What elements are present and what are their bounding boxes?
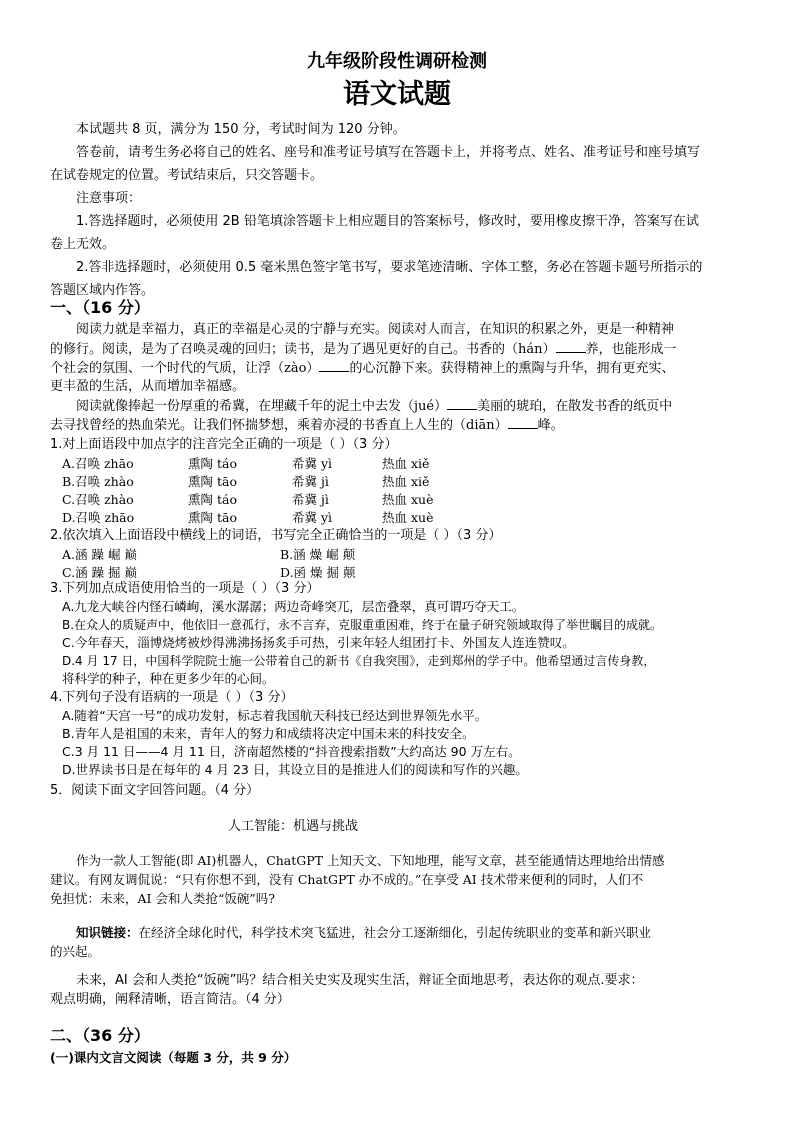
fill-blank bbox=[556, 340, 586, 353]
q3-option-a: A.九龙大峡谷内怪石嶙峋，溪水潺潺；两边奇峰突兀，层峦叠翠，真可谓巧夺天工。 bbox=[62, 599, 525, 614]
passage-line: 个社会的氛围、一个时代的气质，让浮（zào） 的心沉静下来。获得精神上的熏陶与升华，拥有更充实、 bbox=[50, 361, 675, 376]
task-line: 未来，AI 会和人类抢“饭碗”吗？结合相关史实及现实生活，辩证全面地思考，表达你的观点.要求： bbox=[76, 973, 644, 988]
q2-option-d: D.函 燥 掘 颠 bbox=[280, 565, 356, 580]
passage-line: 去寻找曾经的热血荣光。让我们怀揣梦想，乘着亦浸的书香直上人生的（diān） 峰。 bbox=[50, 418, 564, 433]
q3-option-b: B.在众人的质疑声中，他依旧一意孤行，永不言弃，克服重重困难，终于在量子研究领域取得了举世瞩目的成就。 bbox=[62, 618, 663, 632]
task-line: 观点明确，阐释清晰，语言简洁。（4 分） bbox=[50, 992, 290, 1007]
section-heading: 二、（36 分） bbox=[50, 1026, 150, 1045]
question-stem: 5．阅读下面文字回答问题。（4 分） bbox=[50, 783, 260, 798]
article-line: 作为一款人工智能(即 AI)机器人，ChatGPT 上知天文、下知地理，能写文章，甚至能通情达理地给出情感 bbox=[76, 853, 665, 868]
notice-item: 卷上无效。 bbox=[50, 237, 116, 252]
notice-item: 1.答选择题时，必须使用 2B 铅笔填涂答题卡上相应题目的答案标号，修改时，要用橡皮擦干净，答案写在试 bbox=[76, 214, 699, 229]
article-title: 人工智能：机遇与挑战 bbox=[228, 819, 359, 834]
fill-blank bbox=[319, 359, 349, 372]
passage-line: 阅读力就是幸福力，真正的幸福是心灵的宁静与充实。阅读对人而言，在知识的积累之外，更是一种精神 bbox=[76, 322, 675, 337]
q4-option-b: B.青年人是祖国的未来，青年人的努力和成绩将决定中国未来的科技安全。 bbox=[62, 726, 475, 741]
exam-title: 语文试题 bbox=[343, 79, 451, 110]
question-stem: 1.对上面语段中加点字的注音完全正确的一项是（ ）（3 分） bbox=[50, 437, 398, 452]
notice-item: 答题区域内作答。 bbox=[50, 283, 155, 298]
exam-subtitle: 九年级阶段性调研检测 bbox=[307, 51, 487, 72]
question-stem: 2.依次填入上面语段中横线上的词语，书写完全正确恰当的一项是（ ）（3 分） bbox=[50, 528, 502, 543]
intro-line: 答卷前，请考生务必将自己的姓名、座号和准考证号填写在答题卡上，并将考点、姓名、准考证号和座号填写 bbox=[76, 145, 701, 160]
knowledge-link-cont: 的兴起。 bbox=[50, 944, 101, 959]
notice-item: 2.答非选择题时，必须使用 0.5 毫米黑色签字笔书写，要求笔迹清晰、字体工整，务必在答题卡题号所指示的 bbox=[76, 260, 703, 275]
passage-line: 阅读就像捧起一份厚重的希冀，在埋藏千年的泥土中去发（jué） 美丽的琥珀，在散发书香的纸页中 bbox=[76, 399, 673, 414]
article-line: 免担忧：未来，AI 会和人类抢“饭碗”吗? bbox=[50, 891, 275, 906]
intro-line: 本试题共 8 页，满分为 150 分，考试时间为 120 分钟。 bbox=[76, 122, 406, 137]
fill-blank bbox=[447, 397, 477, 410]
question-stem: 4.下列句子没有语病的一项是（ ）（3 分） bbox=[50, 690, 294, 705]
passage-line: 的修行。阅读，是为了召唤灵魂的回归；读书，是为了遇见更好的自己。书香的（hán） 养，也能形成一 bbox=[50, 342, 677, 357]
section-heading: 一、（16 分） bbox=[50, 298, 150, 317]
exam-page: 九年级阶段性调研检测 语文试题 本试题共 8 页，满分为 150 分，考试时间为 120 分钟。 答卷前，请考生务必将自己的姓名、座号和准考证号填写在答题卡上，并将考点、姓名、准考证号和座号填写 在试卷规定的位置。考试结束后，只交答题卡。 注意事项： 1.答选择题时，必须使用 2B 铅笔填涂答题卡上相应题目的答案标号，修改时，要用橡皮擦干净，答案写在试 卷上无效。 2.答非选择题时，必须使用 0.5 毫米黑色签字笔书写，要求笔迹清晰、字体工整，务必在答题卡题号所指示的 答题区域内作答。 一、（16 分） 阅读力就是幸福力，真正的幸福是心灵的宁静与充实。阅读对人而言，在知识的积累之外，更是一种精神 的修行。阅读，是为了召唤灵魂的回归；读书，是为了遇见更好的自己。书香的（hán） 养，也能形成一 个社会的氛围、一个时代的气质，让浮（zào） 的心沉静下来。获得精神上的熏陶与升华，拥有更充实、 更丰盈的生活，从而增加幸福感。 阅读就像捧起一份厚重的希冀，在埋藏千年的泥土中去发（jué） 美丽的琥珀，在散发书香的纸页中 去寻找曾经的热血荣光。让我们怀揣梦想，乘着亦浸的书香直上人生的（diān） 峰。 1.对上面语段中加点字的注音完全正确的一项是（ ）（3 分） A.召唤 zhāo 熏陶 táo 希冀 yì 热血 xiě B.召唤 zhào 熏陶 tāo 希冀 jì 热血 xiě C.召唤 zhào 熏陶 táo 希冀 jì 热血 xuè D.召唤 zhāo 熏陶 tāo 希冀 yì 热血 xuè 2.依次填入上面语段中横线上的词语，书写完全正确恰当的一项是（ ）（3 分） A.涵 躁 崛 巅 B.涵 燥 崛 颠 C.涵 躁 掘 巅 D.函 燥 掘 颠 3.下列加点成语使用恰当的一项是（ ）（3 分） A.九龙大峡谷内怪石嶙峋，溪水潺潺；两边奇峰突兀，层峦叠翠，真可谓巧夺天工。 B.在众人的质疑声中，他依旧一意孤行，永不言弃，克服重重困难，终于在量子研究领域取得了举世瞩目的成就。 C.今年春天，淄博烧烤被炒得沸沸扬扬炙手可热，引来年轻人组团打卡、外国友人连连赞叹。 D.4 月 17 日，中国科学院院士施一公带着自己的新书《自我突围》，走到郑州的学子中。他希望通过言传身教， 将科学的种子，种在更多少年的心间。 4.下列句子没有语病的一项是（ ）（3 分） A.随着“天宫一号”的成功发射，标志着我国航天科技已经达到世界领先水平。 B.青年人是祖国的未来，青年人的努力和成绩将决定中国未来的科技安全。 C.3 月 11 日——4 月 11 日，济南超然楼的“抖音搜索指数”大约高达 90 万左右。 D.世界读书日是在每年的 4 月 23 日，其设立目的是推进人们的阅读和写作的兴趣。 5．阅读下面文字回答问题。（4 分） 人工智能：机遇与挑战 作为一款人工智能(即 AI)机器人，ChatGPT 上知天文、下知地理，能写文章，甚至能通情达理地给出情感 建议。有网友调侃说：“只有你想不到，没有 ChatGPT 办不成的。”在享受 AI 技术带来便利的同时，人们不 免担忧：未来，AI 会和人类抢“饭碗”吗? 知识链接：在经济全球化时代，科学技术突飞猛进，社会分工逐渐细化，引起传统职业的变革和新兴职业 的兴起。 未来，AI 会和人类抢“饭碗”吗？结合相关史实及现实生活，辩证全面地思考，表达你的观点.要求： 观点明确，阐释清晰，语言简洁。（4 分） 二、（36 分） (一)课内文言文阅读（每题 3 分，共 9 分） bbox=[0, 0, 794, 1123]
notice-heading: 注意事项： bbox=[76, 191, 142, 206]
q2-option-b: B.涵 燥 崛 颠 bbox=[280, 547, 356, 562]
subsection-heading: (一)课内文言文阅读（每题 3 分，共 9 分） bbox=[50, 1050, 297, 1065]
q4-option-d: D.世界读书日是在每年的 4 月 23 日，其设立目的是推进人们的阅读和写作的兴趣。 bbox=[62, 762, 528, 777]
q3-option-d: D.4 月 17 日，中国科学院院士施一公带着自己的新书《自我突围》，走到郑州的学子中。他希望通过言传身教， bbox=[62, 654, 656, 668]
article-line: 建议。有网友调侃说：“只有你想不到，没有 ChatGPT 办不成的。”在享受 AI 技术带来便利的同时，人们不 bbox=[50, 872, 644, 887]
fill-blank bbox=[508, 416, 538, 429]
q3-option-c: C.今年春天，淄博烧烤被炒得沸沸扬扬炙手可热，引来年轻人组团打卡、外国友人连连赞叹。 bbox=[62, 635, 575, 650]
question-stem: 3.下列加点成语使用恰当的一项是（ ）（3 分） bbox=[50, 581, 320, 596]
q2-option-c: C.涵 躁 掘 巅 bbox=[62, 565, 138, 580]
q3-option-d-cont: 将科学的种子，种在更多少年的心间。 bbox=[62, 671, 275, 686]
intro-line: 在试卷规定的位置。考试结束后，只交答题卡。 bbox=[50, 168, 324, 183]
passage-line: 更丰盈的生活，从而增加幸福感。 bbox=[50, 379, 246, 394]
q4-option-c: C.3 月 11 日——4 月 11 日，济南超然楼的“抖音搜索指数”大约高达 90 万左右。 bbox=[62, 744, 521, 759]
q2-option-a: A.涵 躁 崛 巅 bbox=[62, 547, 137, 562]
q4-option-a: A.随着“天宫一号”的成功发射，标志着我国航天科技已经达到世界领先水平。 bbox=[62, 708, 488, 723]
knowledge-link: 知识链接：在经济全球化时代，科学技术突飞猛进，社会分工逐渐细化，引起传统职业的变革和新兴职业 bbox=[76, 925, 652, 940]
